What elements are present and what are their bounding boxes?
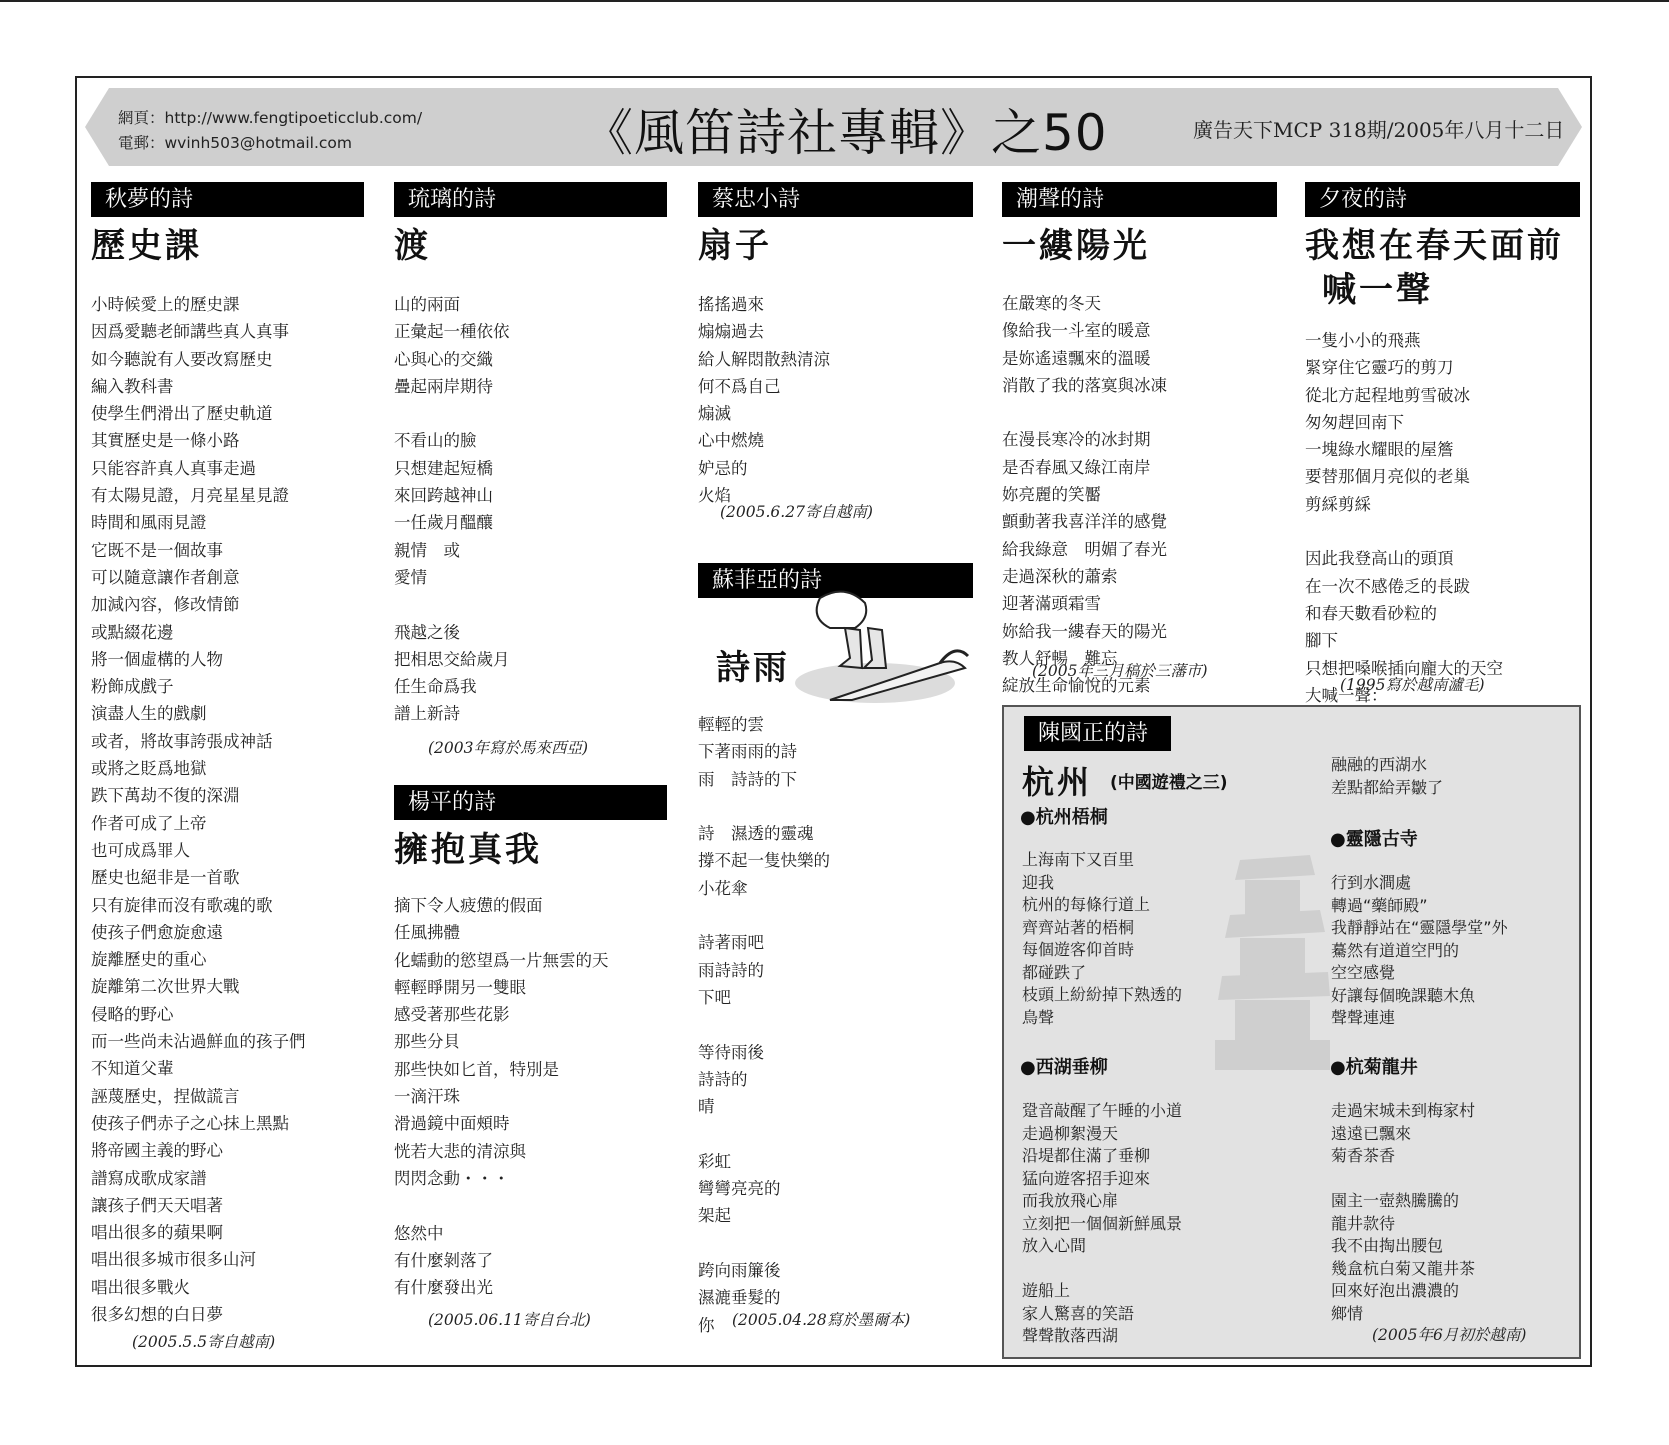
poem-line: 正彙起一種依依 [394, 322, 510, 342]
poem-line: 迎我 [1022, 872, 1055, 892]
col2-poem-title: 渡 [394, 226, 431, 266]
poem-line: 雨 詩詩的下 [698, 769, 797, 789]
poem-line: 愛情 [394, 567, 427, 587]
poem-line: 小時候愛上的歷史課 [91, 295, 240, 314]
poem-line: 驀然有道道空門的 [1331, 940, 1460, 960]
poem-line: 消散了我的落寞與冰凍 [1002, 375, 1167, 395]
poem-line: 旋離歷史的重心 [91, 950, 207, 970]
poem-line: 遠遠已飄來 [1331, 1123, 1412, 1143]
poem-line: 飛越之後 [394, 622, 460, 642]
col2b-note: (2005.06.11寄自台北) [428, 1311, 591, 1329]
poem-line: 粉飾成戲子 [91, 677, 174, 697]
poem-line: 融融的西湖水 [1331, 755, 1428, 774]
poem-line: 不知道父輩 [91, 1059, 174, 1079]
poem-line: 像給我一斗室的暖意 [1002, 321, 1151, 341]
poem-line: 疊起兩岸期待 [394, 376, 493, 396]
poem-line: 綻放生命愉悅的元素 [1002, 676, 1151, 696]
poem-line: 使孩子們赤子之心抹上黑點 [91, 1113, 289, 1133]
poem-line: 只想建起短橋 [394, 458, 493, 478]
col3-poem-title: 扇子 [698, 226, 772, 266]
poem-line: 閃閃念動・・・ [394, 1168, 510, 1188]
poem-line: 妒忌的 [698, 458, 748, 478]
poem-line: 只有旋律而沒有歌魂的歌 [91, 895, 273, 915]
poem-line: 一塊綠水耀眼的屋簷 [1305, 440, 1454, 460]
poem-line: 走過深秋的蕭索 [1002, 566, 1118, 586]
poem-line: 將帝國主義的野心 [91, 1141, 223, 1161]
col3b-author-header: 蘇菲亞的詩 [698, 563, 973, 598]
poem-line [698, 1120, 830, 1147]
poem-line: 給人解悶散熱清涼 [698, 349, 830, 369]
col2-poem-body [394, 291, 510, 728]
poem-line: 悠然中 [394, 1223, 444, 1243]
poem-line [1002, 399, 1167, 426]
poem-line: 如今聽說有人要改寫歷史 [91, 349, 273, 369]
boot-icon [840, 628, 862, 668]
poem-line: 雨詩詩的 [698, 960, 764, 980]
poem-line: 將一個虛構的人物 [91, 649, 223, 669]
poem-line: 或點綴花邊 [91, 622, 174, 642]
top-rule [0, 0, 1669, 2]
poem-line: 火焰 [698, 486, 731, 506]
email-text: 電郵：wvinh503@hotmail.com [118, 134, 353, 152]
poem-line: 聲聲連連 [1331, 1008, 1396, 1027]
poem-line: 齊齊站著的梧桐 [1022, 917, 1135, 937]
poem-line: 加減內容，修改情節 [91, 595, 240, 615]
col5-poem-title-2: 喊一聲 [1322, 270, 1433, 310]
poem-line: 詩 濕透的靈魂 [698, 824, 814, 844]
poem-line: 下吧 [698, 987, 731, 1007]
poem-line: 緊穿住它靈巧的剪刀 [1305, 358, 1454, 378]
poem-line [1331, 1168, 1475, 1191]
poem-line: 菊香茶香 [1331, 1146, 1396, 1165]
poem-line: 很多幻想的白日夢 [91, 1304, 223, 1324]
poem-line: 差點都給弄皺了 [1331, 777, 1444, 797]
poem-line: 跫音敲醒了午睡的小道 [1022, 1101, 1183, 1120]
poem-line: 妳給我一縷春天的陽光 [1002, 621, 1167, 641]
poem-line: 家人驚喜的笑語 [1022, 1303, 1135, 1323]
poem-line: 輕輕的雲 [698, 715, 764, 734]
hat-icon [817, 592, 867, 628]
col2-author-header: 琉璃的詩 [394, 182, 667, 217]
poem-line: 譜寫成歌成家譜 [91, 1168, 207, 1188]
poem-line: 使孩子們愈旋愈遠 [91, 922, 223, 942]
poem-line: 彎彎亮亮的 [698, 1179, 781, 1199]
box-note: (2005年6月初於越南) [1372, 1326, 1527, 1344]
poem-line: 每個遊客仰首時 [1022, 940, 1135, 959]
poem-line: 我不由掏出腰包 [1331, 1236, 1444, 1255]
poem-line: 給我綠意 明媚了春光 [1002, 539, 1167, 559]
poem-line [1022, 1258, 1182, 1281]
poem-line: 其實歷史是一條小路 [91, 431, 240, 451]
poem-line: 編入教科書 [91, 376, 174, 396]
poem-line: 或將之貶爲地獄 [91, 759, 207, 779]
poem-line [698, 793, 830, 820]
poem-line: 行到水澗處 [1331, 873, 1412, 892]
poem-line: 心與心的交織 [394, 349, 493, 369]
col3b-poem-title: 詩雨 [716, 648, 790, 688]
poem-line: 一任歲月醞釀 [394, 513, 493, 533]
poem-line [698, 902, 830, 929]
poem-line: 何不爲自己 [698, 376, 781, 396]
poem-line: 迎著滿頭霜雪 [1002, 594, 1101, 614]
poem-line: 而我放飛心扉 [1022, 1191, 1119, 1210]
poem-line: 杭州的每條行道上 [1022, 895, 1151, 914]
poem-line: 時間和風雨見證 [91, 513, 207, 533]
box-section2-title: ●西湖垂柳 [1020, 1057, 1108, 1078]
poem-line: 使學生們滑出了歷史軌道 [91, 404, 273, 424]
poem-line: 和春天數看砂粒的 [1305, 603, 1437, 623]
poem-line: 在嚴寒的冬天 [1002, 294, 1101, 313]
poem-line [394, 400, 510, 427]
poem-line: 龍井款待 [1331, 1213, 1396, 1233]
poem-line: 幾盒杭白菊又龍井茶 [1331, 1258, 1476, 1278]
poem-line: 滑過鏡中面頰時 [394, 1114, 510, 1134]
page-title: 《風笛詩社專輯》之50 [583, 104, 1108, 162]
poem-line: 匆匆趕回南下 [1305, 412, 1404, 432]
poem-line: 有什麼剝落了 [394, 1250, 493, 1270]
poem-line: 鳥聲 [1022, 1007, 1055, 1027]
col2b-poem-title: 擁抱真我 [394, 830, 542, 870]
col3-poem-body [698, 291, 830, 509]
poem-line: 把相思交給歲月 [394, 649, 510, 669]
poem-line: 你 [698, 1315, 715, 1335]
poem-line: 要替那個月亮似的老巢 [1305, 467, 1470, 487]
poem-line: 讓孩子們天天唱著 [91, 1195, 223, 1215]
poem-line [394, 1192, 609, 1219]
poem-line: 一滴汗珠 [394, 1087, 460, 1107]
box-poem-title: 杭州 [1022, 763, 1093, 801]
poem-line: 詩著雨吧 [698, 933, 764, 953]
box-poem-subtitle: (中國遊禮之三) [1110, 773, 1228, 793]
poem-line: 晴 [698, 1097, 715, 1117]
poem-line: 是妳遙遠飄來的溫暖 [1002, 348, 1151, 368]
box-section4-body [1331, 1100, 1475, 1325]
poem-line: 猛向遊客招手迎來 [1022, 1168, 1151, 1188]
poem-line: 都碰跌了 [1022, 962, 1087, 982]
box-section3-title: ●靈隱古寺 [1330, 829, 1418, 850]
poem-line: 任生命爲我 [394, 677, 477, 697]
poem-line: 鄉情 [1331, 1303, 1364, 1323]
poem-line: 聲聲散落西湖 [1022, 1326, 1119, 1345]
poem-line: 摘下令人疲憊的假面 [394, 896, 543, 915]
poem-line: 枝頭上紛紛掉下熟透的 [1022, 985, 1183, 1004]
poem-line: 在一次不感倦乏的長跋 [1305, 576, 1470, 596]
poem-line [394, 591, 510, 618]
poem-line: 架起 [698, 1206, 731, 1226]
poem-line: 跌下萬劫不復的深淵 [91, 786, 240, 806]
poem-line: 好讓每個晚課聽木魚 [1331, 985, 1476, 1005]
poem-line: 那些快如匕首，特別是 [394, 1059, 559, 1079]
box-section1-title: ●杭州梧桐 [1020, 807, 1108, 828]
poem-line: 詩詩的 [698, 1069, 748, 1089]
poem-line: 大喊一聲： [1305, 685, 1388, 705]
poem-line: 親情 或 [394, 540, 460, 560]
poem-line: 走過柳絮漫天 [1022, 1123, 1119, 1143]
poem-line: 唱出很多城市很多山河 [91, 1250, 256, 1270]
poem-line: 放入心間 [1022, 1236, 1087, 1255]
col3b-poem-body [698, 711, 830, 1339]
poem-line: 而一些尚未沾過鮮血的孩子們 [91, 1032, 306, 1052]
box-section1-body [1022, 849, 1182, 1029]
poem-line [698, 1011, 830, 1038]
poem-line: 顫動著我喜洋洋的感覺 [1002, 512, 1167, 532]
col1-author-header: 秋夢的詩 [91, 182, 364, 217]
poem-line: 作者可成了上帝 [91, 813, 207, 833]
poem-line: 撐不起一隻快樂的 [698, 851, 830, 871]
box-section3-body [1331, 872, 1508, 1030]
col3-note: (2005.6.27寄自越南) [720, 503, 873, 521]
boot-icon-2 [864, 628, 886, 668]
box-right-intro [1331, 754, 1443, 799]
poem-line: 教人舒暢 難忘 [1002, 648, 1118, 668]
poem-line: 因爲愛聽老師講些真人真事 [91, 322, 289, 342]
poem-line: 演盡人生的戲劇 [91, 704, 207, 724]
poem-line: 是否春風又綠江南岸 [1002, 457, 1151, 477]
rain-illustration [790, 588, 980, 708]
col1-poem-title: 歷史課 [91, 226, 202, 266]
poem-line [698, 1230, 830, 1257]
poem-line: 唱出很多戰火 [91, 1277, 190, 1297]
poem-line: 也可成爲罪人 [91, 840, 190, 860]
col5-note: (1995寫於越南瀘毛) [1340, 676, 1485, 694]
col2b-poem-body [394, 892, 609, 1301]
col4-author-header: 潮聲的詩 [1002, 182, 1277, 217]
poem-line: 感受著那些花影 [394, 1005, 510, 1025]
poem-line: 小花傘 [698, 878, 748, 898]
poem-line: 跨向雨簾後 [698, 1260, 781, 1280]
poem-line: 化蠕動的慾望爲一片無雲的天 [394, 950, 609, 970]
poem-line: 恍若大悲的清涼與 [394, 1141, 526, 1161]
poem-line: 上海南下又百里 [1022, 850, 1135, 869]
col3b-note: (2005.04.28寫於墨爾本) [732, 1311, 911, 1329]
poem-line: 那些分貝 [394, 1032, 460, 1052]
poem-line: 空空感覺 [1331, 963, 1396, 982]
poem-line: 彩虹 [698, 1151, 731, 1171]
col4-poem-title: 一縷陽光 [1002, 226, 1150, 266]
poem-line: 有什麼發出光 [394, 1278, 493, 1298]
poem-line: 遊船上 [1022, 1281, 1071, 1300]
poem-line: 濕漉垂髮的 [698, 1288, 781, 1308]
col5-author-header: 夕夜的詩 [1305, 182, 1580, 217]
poem-line: 有太陽見證，月亮星星見證 [91, 486, 289, 506]
poem-line: 煽煽過去 [698, 322, 764, 342]
box-section4-title: ●杭菊龍井 [1330, 1057, 1418, 1078]
poem-line: 誣蔑歷史，捏做謊言 [91, 1086, 240, 1106]
poem-line: 任風拂體 [394, 923, 460, 943]
poem-line: 一隻小小的飛燕 [1305, 331, 1421, 350]
poem-line: 立刻把一個個新鮮風景 [1022, 1213, 1183, 1233]
poem-line: 腳下 [1305, 631, 1338, 651]
poem-line: 侵略的野心 [91, 1004, 174, 1024]
col2-note: (2003年寫於馬來西亞) [428, 739, 589, 757]
poem-line: 搖搖過來 [698, 295, 764, 314]
website-text: 網頁：http://www.fengtipoeticclub.com/ [118, 109, 423, 127]
poem-line: 輕輕睜開另一雙眼 [394, 977, 526, 997]
poem-line: 沿堤都住滿了垂柳 [1022, 1146, 1151, 1165]
poem-line: 它既不是一個故事 [91, 540, 223, 560]
poem-line: 回來好泡出濃濃的 [1331, 1281, 1460, 1300]
poem-line: 只能容許真人真事走過 [91, 458, 256, 478]
poem-line: 等待雨後 [698, 1042, 764, 1062]
poem-line: 妳亮麗的笑靨 [1002, 485, 1101, 505]
poem-line: 只想把嗓喉插向龐大的天空 [1305, 658, 1503, 678]
col4-poem-body [1002, 290, 1167, 699]
poem-line: 譜上新詩 [394, 704, 460, 724]
col3-author-header: 蔡忠小詩 [698, 182, 973, 217]
poem-line: 歷史也絕非是一首歌 [91, 868, 240, 888]
poem-line: 不看山的臉 [394, 431, 477, 451]
poem-line: 從北方起程地剪雪破冰 [1305, 385, 1470, 405]
col2b-author-header: 楊平的詩 [394, 785, 667, 820]
poem-line: 走過宋城未到梅家村 [1331, 1101, 1476, 1120]
col4-note: (2005年三月稿於三藩市) [1032, 662, 1208, 680]
poem-line: 旋離第二次世界大戰 [91, 977, 240, 997]
poem-line: 下著雨雨的詩 [698, 742, 797, 762]
poem-line: 我靜靜站在“靈隱學堂”外 [1331, 918, 1508, 937]
col1-poem-body [91, 291, 306, 1328]
box-section2-body [1022, 1100, 1182, 1348]
poem-line: 在漫長寒冷的冰封期 [1002, 430, 1151, 450]
poem-line: 因此我登高山的頭頂 [1305, 549, 1454, 569]
poem-line: 剪綵剪綵 [1305, 494, 1371, 514]
poem-line: 轉過“藥師殿” [1331, 895, 1428, 915]
poem-line: 或者，將故事誇張成神話 [91, 731, 273, 751]
poem-line: 唱出很多的蘋果啊 [91, 1223, 223, 1243]
box-author-header: 陳國正的詩 [1024, 716, 1171, 751]
issue-info: 廣告天下MCP 318期/2005年八月十二日 [1193, 118, 1565, 142]
poem-line [1305, 518, 1503, 545]
col5-poem-title-1: 我想在春天面前 [1305, 226, 1564, 266]
col1-note: (2005.5.5寄自越南) [132, 1333, 276, 1351]
poem-line: 心中燃燒 [698, 431, 764, 451]
pagoda-illustration [1210, 850, 1330, 1075]
poem-line: 園主一壺熱騰騰的 [1331, 1191, 1460, 1210]
poem-line: 可以隨意讓作者創意 [91, 567, 240, 587]
poem-line: 來回跨越神山 [394, 486, 493, 506]
poem-line: 煽滅 [698, 404, 731, 424]
poem-line: 山的兩面 [394, 295, 460, 314]
